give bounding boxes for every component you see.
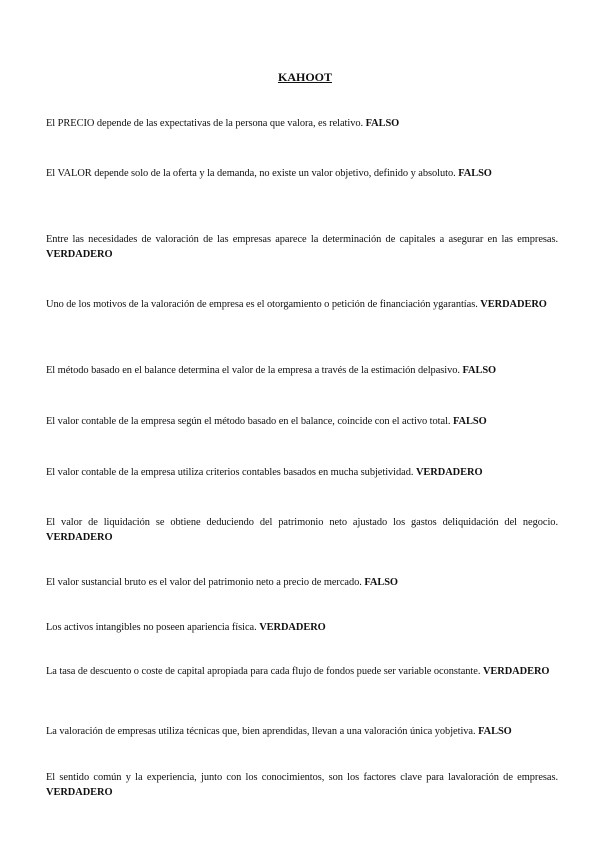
statement-12	[46, 724, 558, 739]
statement-9	[46, 575, 558, 590]
statement-text: La valoración de empresas utiliza técnicas que, bien aprendidas, llevan a una valoración única yobjetiva.	[46, 726, 479, 737]
answer-label: VERDADERO	[46, 249, 113, 260]
statement-text: Entre las necesidades de valoración de las empresas aparece la determinación de capitales a asegurar en las empresas.	[46, 234, 558, 245]
answer-label: VERDADERO	[259, 622, 326, 633]
statement-text: El PRECIO depende de las expectativas de la persona que valora, es relativo.	[46, 118, 366, 129]
statement-2	[46, 166, 558, 181]
page-title: KAHOOT	[277, 70, 332, 84]
statement-1	[46, 116, 558, 131]
statement-text: Los activos intangibles no poseen apariencia física.	[46, 622, 260, 633]
statement-13	[46, 770, 558, 800]
answer-label: FALSO	[453, 416, 487, 427]
statement-text: El VALOR depende solo de la oferta y la demanda, no existe un valor objetivo, definido y absoluto.	[46, 168, 459, 179]
answer-label: VERDADERO	[46, 532, 113, 543]
answer-label: FALSO	[462, 365, 497, 376]
answer-label: VERDADERO	[46, 787, 113, 798]
statement-text: Uno de los motivos de la valoración de empresa es el otorgamiento o petición de financiación ygarantías.	[46, 299, 481, 310]
statement-text: El valor de liquidación se obtiene deduciendo del patrimonio neto ajustado los gastos deliquidación del negocio.	[46, 517, 558, 528]
statement-6	[46, 414, 558, 429]
answer-label: VERDADERO	[482, 666, 550, 677]
answer-label: FALSO	[364, 577, 398, 588]
answer-label: FALSO	[458, 168, 492, 179]
statement-5	[46, 363, 558, 378]
statement-text: El método basado en el balance determina el valor de la empresa a través de la estimación delpasivo.	[46, 365, 463, 376]
answer-label: VERDADERO	[415, 467, 483, 478]
answer-label: FALSO	[365, 118, 400, 129]
statement-4	[46, 297, 558, 312]
statement-text: El valor contable de la empresa utiliza criterios contables basados en mucha subjetividad.	[46, 467, 416, 478]
statement-10	[46, 620, 558, 635]
statement-text: El valor sustancial bruto es el valor del patrimonio neto a precio de mercado.	[46, 577, 365, 588]
statement-11	[46, 664, 558, 679]
answer-label: VERDADERO	[480, 299, 547, 310]
answer-label: FALSO	[478, 726, 512, 737]
statement-7	[46, 465, 558, 480]
statement-8	[46, 515, 558, 545]
statement-text: El sentido común y la experiencia, junto con los conocimientos, son los factores clave para lavaloración de empresas.	[46, 772, 558, 783]
statement-3	[46, 232, 558, 262]
statement-text: La tasa de descuento o coste de capital apropiada para cada flujo de fondos puede ser variable oconstante.	[46, 666, 483, 677]
statement-text: El valor contable de la empresa según el método basado en el balance, coincide con el activo total.	[46, 416, 453, 427]
